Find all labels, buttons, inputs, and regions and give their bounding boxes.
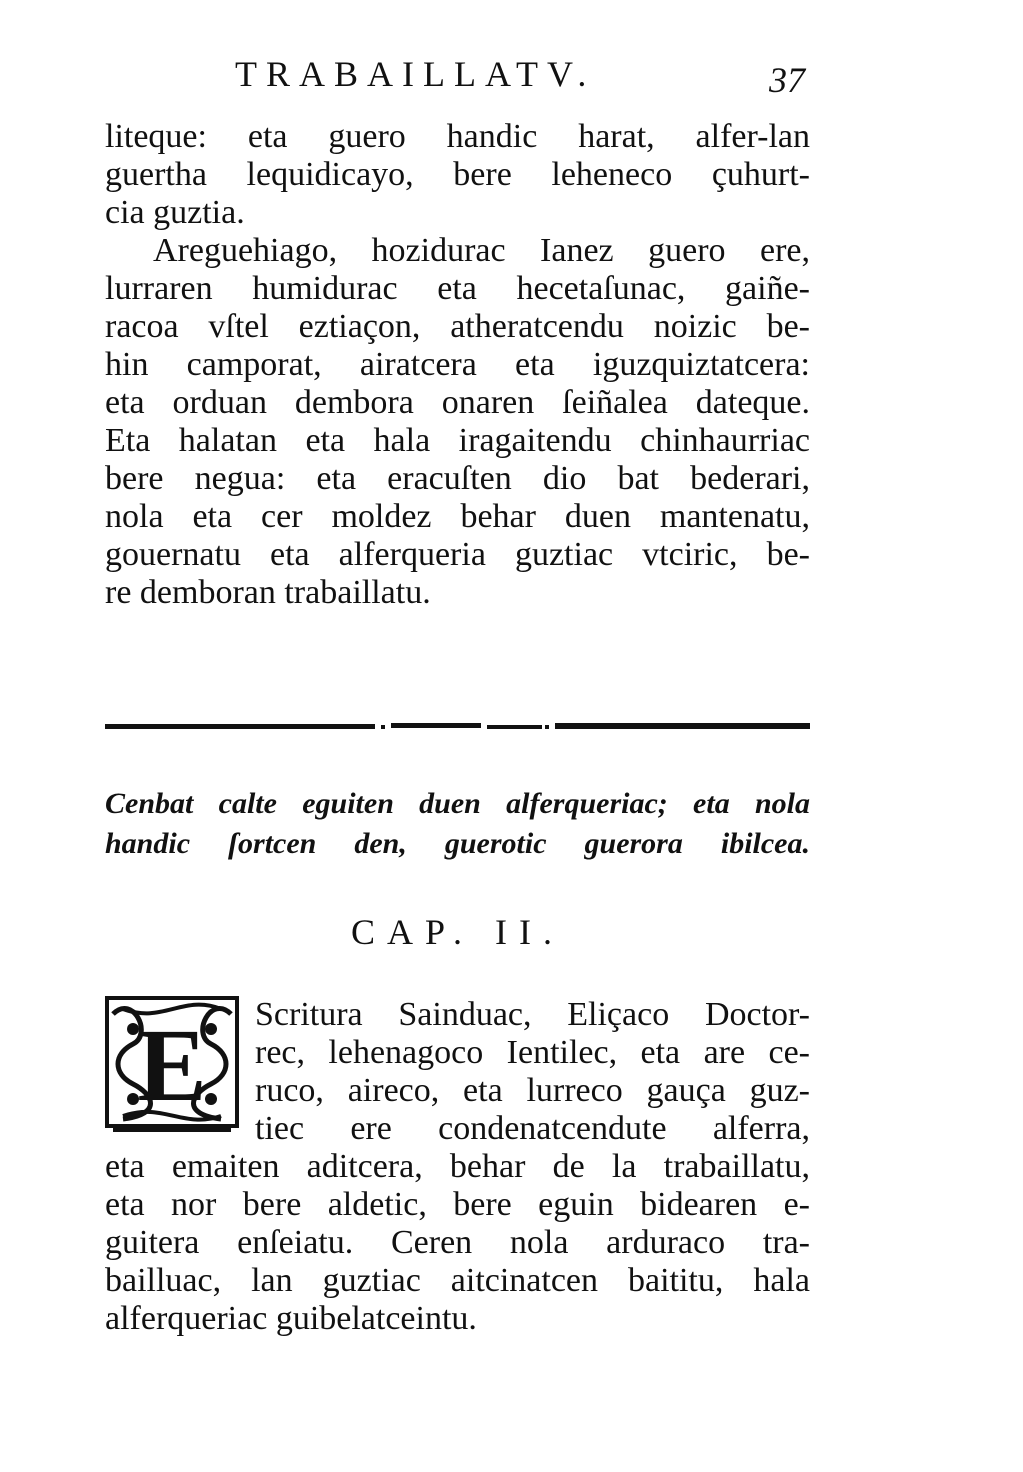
text-line: guertha lequidicayo, bere leheneco çuhurt- <box>105 156 810 193</box>
text-line: Eta halatan eta hala iragaitendu chinhaurriac <box>105 422 810 459</box>
text-line: lurraren humidurac eta hecetaſunac, gaiñe- <box>105 270 810 307</box>
text-line: re demboran trabaillatu. <box>105 574 431 611</box>
section-rule <box>105 718 810 734</box>
chapter-heading: CAP. II. <box>350 912 565 952</box>
text-line: eta emaiten aditcera, behar de la trabaillatu, <box>105 1148 810 1185</box>
text-line: cia guztia. <box>105 194 245 231</box>
text-line: racoa vſtel eztiaçon, atheratcendu noizic be- <box>105 308 810 345</box>
text-line: eta orduan dembora onaren ſeiñalea dateque. <box>105 384 810 421</box>
text-line: nola eta cer moldez behar duen mantenatu, <box>105 498 810 535</box>
text-line: eta nor bere aldetic, bere eguin bidearen e- <box>105 1186 810 1223</box>
running-head <box>105 52 805 102</box>
chapter-summary <box>105 784 810 864</box>
text-line: rec, lehenagoco Ientilec, eta are ce- <box>255 1034 810 1071</box>
body-text-bottom <box>105 996 810 1338</box>
page-number: 37 <box>769 60 805 100</box>
text-line: tiec ere condenatcendute alferra, <box>255 1110 810 1147</box>
text-line: Areguehiago, hozidurac Ianez guero ere, <box>153 232 810 269</box>
running-title: TRABAILLATV. <box>235 54 596 94</box>
drop-cap-letter: E <box>137 1008 207 1123</box>
text-line: alferqueriac guibelatceintu. <box>105 1300 477 1337</box>
text-line: Scritura Sainduac, Eliçaco Doctor- <box>255 996 810 1033</box>
text-line: hin camporat, airatcera eta iguzquiztatcera: <box>105 346 810 383</box>
summary-line: Cenbat calte eguiten duen alferqueriac; eta nola <box>105 787 810 820</box>
body-text-top <box>105 118 810 612</box>
text-line: ruco, aireco, eta lurreco gauça guz- <box>255 1072 810 1109</box>
text-line: bere negua: eta eracuſten dio bat bederari, <box>105 460 810 497</box>
text-line: guitera enſeiatu. Ceren nola arduraco tra- <box>105 1224 810 1261</box>
summary-line: handic ſortcen den, guerotic guerora ibilcea. <box>105 827 810 860</box>
text-line: bailluac, lan guztiac aitcinatcen baititu, hala <box>105 1262 810 1299</box>
text-line: gouernatu eta alferqueria guztiac vtciric, be- <box>105 536 810 573</box>
text-line: liteque: eta guero handic harat, alfer-lan <box>105 118 810 155</box>
